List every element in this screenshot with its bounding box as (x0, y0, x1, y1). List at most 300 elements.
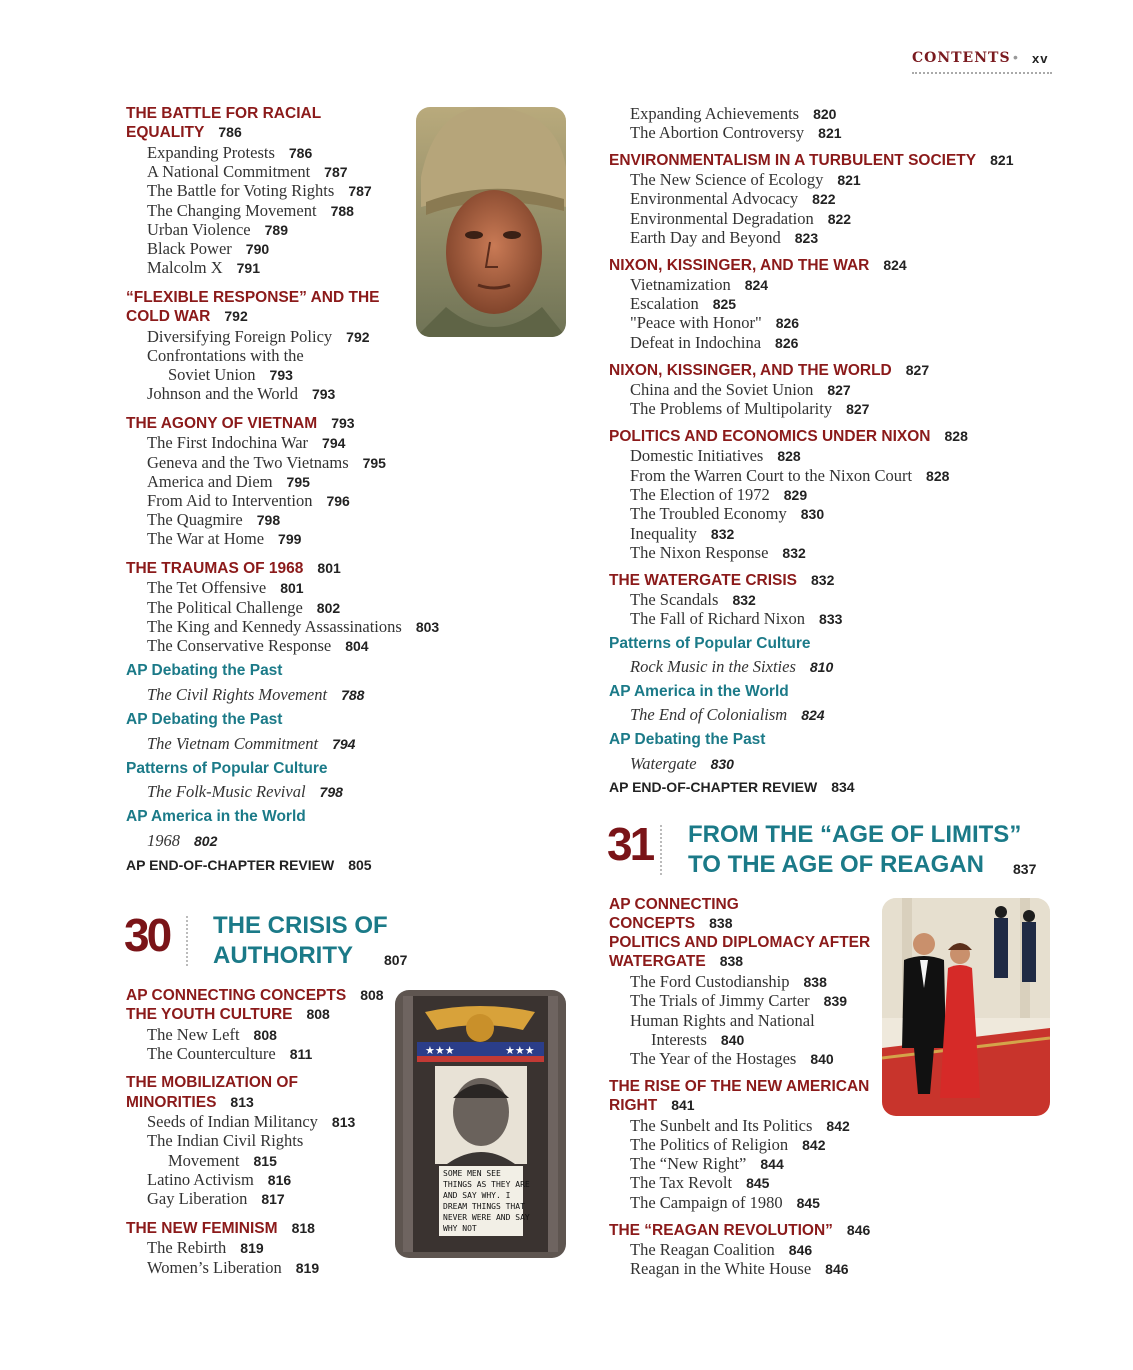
page-ref: 802 (194, 833, 218, 849)
page-ref: 822 (827, 211, 852, 227)
toc-item[interactable] (147, 1112, 355, 1132)
entry-text: Seeds of Indian Militancy (147, 1112, 318, 1131)
page-ref: 845 (796, 1195, 820, 1211)
toc-item[interactable] (147, 1258, 319, 1278)
chapter-page: 837 (1013, 861, 1037, 877)
entry-text: Johnson and the World (147, 384, 298, 403)
entry-text: Malcolm X (147, 258, 223, 277)
page-ref: 786 (288, 145, 313, 161)
page-ref: 822 (812, 191, 836, 207)
page-ref: 844 (760, 1156, 784, 1172)
toc-item[interactable] (147, 346, 304, 365)
section-heading[interactable] (126, 307, 248, 326)
entry-text: The King and Kennedy Assassinations (147, 617, 402, 636)
entry-text: Earth Day and Beyond (630, 228, 781, 247)
entry-text: Patterns of Popular Culture (609, 635, 811, 652)
toc-item[interactable] (630, 123, 842, 143)
page-ref: 841 (671, 1097, 695, 1113)
entry-text: Inequality (630, 524, 697, 543)
section-heading[interactable] (126, 288, 379, 307)
entry-text: The First Indochina War (147, 433, 309, 452)
page-ref: 840 (720, 1032, 745, 1048)
page-ref: 793 (311, 386, 336, 402)
page-ref: 830 (800, 506, 825, 522)
poster-line: THINGS AS THEY ARE (443, 1180, 530, 1189)
entry-text: The Conservative Response (147, 636, 332, 655)
page-ref: 846 (846, 1222, 871, 1238)
feature-label[interactable] (609, 682, 789, 701)
entry-text: CONCEPTS (609, 915, 696, 932)
toc-item[interactable] (147, 617, 439, 637)
page-ref: 795 (362, 455, 386, 471)
feature-item[interactable] (147, 782, 343, 802)
entry-text: The New Left (147, 1025, 240, 1044)
page-ref: 794 (332, 736, 356, 752)
chapter-page: 807 (384, 952, 408, 968)
page-ref: 826 (775, 335, 799, 351)
toc-item[interactable] (630, 104, 836, 124)
toc-item[interactable] (630, 380, 851, 400)
entry-text: The Folk-Music Revival (147, 782, 306, 801)
toc-item[interactable] (147, 162, 348, 182)
section-heading[interactable] (609, 1077, 869, 1096)
header-rule (912, 72, 1052, 74)
toc-item[interactable] (147, 258, 260, 278)
entry-text: The War at Home (147, 529, 265, 548)
entry-text: The Troubled Economy (630, 504, 787, 523)
heading-text: EQUALITY (126, 124, 205, 141)
entry-text: America and Diem (147, 472, 273, 491)
entry-text: The Ford Custodianship (630, 972, 790, 991)
entry-text: Domestic Initiatives (630, 446, 764, 465)
section-heading[interactable] (609, 1096, 695, 1115)
toc-item[interactable] (630, 1240, 812, 1260)
toc-item[interactable] (651, 1030, 744, 1050)
page-ref: 838 (709, 915, 733, 931)
page-ref: 792 (346, 329, 370, 345)
entry-text: The Changing Movement (147, 201, 317, 220)
entry-text: AP CONNECTING CONCEPTS (126, 987, 347, 1004)
entry-text: THE WATERGATE CRISIS (609, 572, 798, 589)
chapter-review[interactable] (126, 856, 372, 875)
entry-text: THE “REAGAN REVOLUTION” (609, 1222, 833, 1239)
entry-text: ENVIRONMENTALISM IN A TURBULENT SOCIETY (609, 152, 977, 169)
toc-item[interactable] (147, 510, 280, 530)
entry-text: Gay Liberation (147, 1189, 248, 1208)
page-ref: 829 (783, 487, 808, 503)
toc-item[interactable] (147, 433, 345, 453)
entry-text: THE YOUTH CULTURE (126, 1006, 293, 1023)
feature-label[interactable] (126, 807, 306, 826)
entry-text: Interests (651, 1030, 707, 1049)
entry-text: A National Commitment (147, 162, 311, 181)
entry-text: The Campaign of 1980 (630, 1193, 783, 1212)
toc-item[interactable] (630, 504, 824, 524)
page-number: xv (1032, 51, 1049, 66)
page-ref: 825 (712, 296, 737, 312)
section-heading[interactable] (609, 952, 743, 971)
soldier-photo (416, 107, 566, 337)
page-ref: 828 (944, 428, 968, 444)
entry-text: 1968 (147, 831, 180, 850)
entry-text: NIXON, KISSINGER, AND THE WORLD (609, 362, 892, 379)
toc-item[interactable] (630, 313, 799, 333)
entry-text: The Tax Revolt (630, 1173, 733, 1192)
feature-label[interactable] (126, 759, 328, 778)
entry-text: Women’s Liberation (147, 1258, 282, 1277)
toc-item[interactable] (630, 590, 756, 610)
entry-text: From the Warren Court to the Nixon Court (630, 466, 913, 485)
entry-text: Soviet Union (168, 365, 256, 384)
entry-text: The Reagan Coalition (630, 1240, 775, 1259)
entry-text: COLD WAR (126, 308, 211, 325)
feature-label[interactable] (609, 730, 765, 749)
entry-text: Latino Activism (147, 1170, 254, 1189)
toc-item[interactable] (630, 1116, 850, 1136)
page-ref: 828 (926, 468, 950, 484)
page-ref: 801 (280, 580, 304, 596)
page-ref: 794 (322, 435, 346, 451)
page-ref: 803 (415, 619, 440, 635)
entry-text: The Sunbelt and Its Politics (630, 1116, 813, 1135)
page-ref: 832 (811, 572, 835, 588)
section-heading[interactable] (609, 151, 1013, 170)
page-ref: 811 (289, 1046, 313, 1062)
entry-text: Urban Violence (147, 220, 251, 239)
toc-item[interactable] (147, 143, 312, 163)
page-ref: 793 (331, 415, 355, 431)
feature-item[interactable] (630, 657, 833, 677)
toc-item[interactable] (630, 466, 949, 486)
page-ref: 808 (306, 1006, 330, 1022)
toc-item[interactable] (147, 578, 304, 598)
toc-item[interactable] (147, 1238, 264, 1258)
page-ref: 786 (218, 124, 242, 140)
toc-item[interactable] (147, 1131, 303, 1150)
toc-item[interactable] (630, 543, 806, 563)
feature-label[interactable] (126, 661, 282, 680)
toc-item[interactable] (147, 327, 370, 347)
page-ref: 798 (319, 784, 343, 800)
page-ref: 830 (710, 756, 734, 772)
entry-text: Rock Music in the Sixties (630, 657, 796, 676)
entry-text: From Aid to Intervention (147, 491, 313, 510)
page-ref: 788 (330, 203, 354, 219)
toc-item[interactable] (630, 1193, 820, 1213)
entry-text: The Tet Offensive (147, 578, 267, 597)
entry-text: AP END-OF-CHAPTER REVIEW (609, 779, 818, 795)
page-ref: 832 (710, 526, 735, 542)
section-heading[interactable] (609, 427, 968, 446)
entry-text: The Nixon Response (630, 543, 769, 562)
feature-item[interactable] (147, 685, 364, 705)
entry-text: Diversifying Foreign Policy (147, 327, 333, 346)
toc-item[interactable] (630, 991, 847, 1011)
entry-text: POLITICS AND DIPLOMACY AFTER (609, 934, 871, 951)
page-ref: 810 (809, 659, 834, 675)
page-ref: 789 (264, 222, 288, 238)
toc-item[interactable] (147, 491, 350, 511)
page-ref: 846 (825, 1261, 849, 1277)
entry-text: Environmental Advocacy (630, 189, 799, 208)
page-ref: 813 (331, 1114, 356, 1130)
page-ref: 838 (803, 974, 827, 990)
entry-text: Defeat in Indochina (630, 333, 762, 352)
page-ref: 834 (831, 779, 855, 795)
page-ref: 787 (324, 164, 348, 180)
chapter-title[interactable]: FROM THE “AGE OF LIMITS” (688, 821, 1022, 848)
entry-text: RIGHT (609, 1097, 658, 1114)
reagan-photo (882, 898, 1050, 1116)
section-heading[interactable] (126, 104, 321, 123)
page-ref: 813 (230, 1094, 254, 1110)
poster-line: WHY NOT (443, 1224, 477, 1233)
entry-text: NIXON, KISSINGER, AND THE WAR (609, 257, 870, 274)
entry-text: The Indian Civil Rights (147, 1131, 304, 1150)
page-ref: 818 (291, 1220, 315, 1236)
entry-text: Escalation (630, 294, 699, 313)
page-ref: 817 (261, 1191, 285, 1207)
page-ref: 832 (732, 592, 756, 608)
entry-text: The End of Colonialism (630, 705, 788, 724)
entry-text: Expanding Achievements (630, 104, 800, 123)
section-heading[interactable] (126, 1005, 330, 1024)
toc-item[interactable] (630, 1259, 849, 1279)
toc-item[interactable] (147, 453, 386, 473)
section-heading[interactable] (609, 361, 929, 380)
toc-item[interactable] (147, 384, 335, 404)
toc-item[interactable] (147, 239, 269, 259)
chapter-divider (660, 825, 662, 875)
page-ref: 805 (348, 857, 372, 873)
entry-text: Movement (168, 1151, 240, 1170)
page-ref: 846 (788, 1242, 813, 1258)
toc-item[interactable] (168, 1151, 277, 1171)
page-ref: 819 (295, 1260, 320, 1276)
page-ref: 816 (267, 1172, 292, 1188)
page-ref: 821 (990, 152, 1014, 168)
page-ref: 793 (269, 367, 293, 383)
section-heading[interactable] (609, 914, 732, 933)
section-heading[interactable] (609, 1221, 870, 1240)
entry-text: "Peace with Honor" (630, 313, 762, 332)
section-heading[interactable] (609, 256, 907, 275)
entry-text: Geneva and the Two Vietnams (147, 453, 349, 472)
toc-item[interactable] (630, 170, 861, 190)
toc-item[interactable] (147, 598, 340, 618)
chapter-number: 31 (607, 818, 653, 870)
page-ref: 840 (810, 1051, 834, 1067)
toc-item[interactable] (630, 209, 851, 229)
svg-text:★★★: ★★★ (425, 1044, 455, 1057)
toc-item[interactable] (630, 275, 768, 295)
section-heading[interactable] (126, 123, 242, 142)
entry-text: The Trials of Jimmy Carter (630, 991, 810, 1010)
entry-text: The “New Right” (630, 1154, 747, 1173)
toc-item[interactable] (168, 365, 293, 385)
page-ref: 845 (746, 1175, 770, 1191)
feature-label[interactable] (126, 710, 282, 729)
feature-label[interactable] (609, 634, 811, 653)
page-ref: 808 (253, 1027, 277, 1043)
page-ref: 787 (348, 183, 372, 199)
entry-text: The Vietnam Commitment (147, 734, 319, 753)
page-ref: 833 (819, 611, 843, 627)
feature-item[interactable] (147, 734, 355, 754)
poster-line: SOME MEN SEE (443, 1169, 501, 1178)
page-ref: 804 (345, 638, 369, 654)
entry-text: The Politics of Religion (630, 1135, 789, 1154)
entry-text: AP Debating the Past (126, 662, 283, 679)
toc-item[interactable] (630, 189, 836, 209)
heading-text: THE BATTLE FOR RACIAL (126, 105, 322, 122)
page-ref: 790 (245, 241, 270, 257)
poster-line: AND SAY WHY. I (443, 1191, 511, 1200)
entry-text: THE AGONY OF VIETNAM (126, 415, 318, 432)
toc-item[interactable] (147, 1025, 277, 1045)
entry-text: The Quagmire (147, 510, 243, 529)
page-ref: 798 (256, 512, 281, 528)
entry-text: Black Power (147, 239, 232, 258)
entry-text: THE TRAUMAS OF 1968 (126, 560, 304, 577)
entry-text: Confrontations with the (147, 346, 304, 365)
page-ref: 842 (802, 1137, 826, 1153)
page-ref: 802 (316, 600, 341, 616)
toc-item[interactable] (147, 181, 372, 201)
page-ref: 820 (813, 106, 837, 122)
chapter-review[interactable] (609, 778, 855, 797)
toc-item[interactable] (630, 399, 869, 419)
entry-text: The Year of the Hostages (630, 1049, 797, 1068)
feature-item[interactable] (630, 754, 734, 774)
entry-text: THE MOBILIZATION OF (126, 1074, 298, 1091)
entry-text: AP END-OF-CHAPTER REVIEW (126, 857, 335, 873)
toc-item[interactable] (630, 228, 818, 248)
entry-text: AP America in the World (126, 808, 306, 825)
page-ref: 791 (236, 260, 260, 276)
entry-text: AP Debating the Past (609, 731, 766, 748)
entry-text: The Rebirth (147, 1238, 227, 1257)
entry-text: MINORITIES (126, 1094, 217, 1111)
page-ref: 823 (794, 230, 819, 246)
entry-text: The Counterculture (147, 1044, 276, 1063)
page-ref: 827 (827, 382, 851, 398)
page-ref: 824 (801, 707, 825, 723)
toc-item[interactable] (147, 201, 354, 221)
poster-line: DREAM THINGS THAT (443, 1202, 525, 1211)
toc-item[interactable] (147, 636, 369, 656)
section-heading[interactable] (609, 933, 870, 952)
entry-text: AP America in the World (609, 683, 789, 700)
entry-text: The Election of 1972 (630, 485, 770, 504)
entry-text: The Fall of Richard Nixon (630, 609, 806, 628)
chapter-title[interactable]: THE CRISIS OF (213, 912, 388, 939)
entry-text: THE RISE OF THE NEW AMERICAN (609, 1078, 870, 1095)
toc-item[interactable] (630, 333, 798, 353)
entry-text: Patterns of Popular Culture (126, 760, 328, 777)
page-ref: 828 (777, 448, 801, 464)
header-label: CONTENTS (912, 50, 1011, 66)
page-ref: 838 (719, 953, 744, 969)
section-heading[interactable] (126, 559, 341, 578)
running-header (912, 50, 1052, 76)
toc-item[interactable] (147, 220, 288, 240)
toc-item[interactable] (147, 1044, 312, 1064)
entry-text: The Scandals (630, 590, 719, 609)
page-ref: 795 (286, 474, 310, 490)
chapter-title[interactable]: TO THE AGE OF REAGAN (688, 851, 985, 878)
toc-item[interactable] (630, 1049, 834, 1069)
page-ref: 839 (823, 993, 848, 1009)
section-heading[interactable] (126, 1093, 254, 1112)
toc-item[interactable] (630, 972, 827, 992)
entry-text: The Civil Rights Movement (147, 685, 328, 704)
section-heading[interactable] (126, 986, 384, 1005)
page-ref: 827 (846, 401, 870, 417)
section-heading[interactable] (609, 895, 739, 914)
page-ref: 801 (317, 560, 341, 576)
toc-item[interactable] (630, 1154, 784, 1174)
section-heading[interactable] (126, 414, 355, 433)
toc-item[interactable] (630, 1135, 825, 1155)
entry-text: “FLEXIBLE RESPONSE” AND THE (126, 289, 380, 306)
header-bullet: • (1013, 49, 1019, 65)
page-ref: 842 (826, 1118, 850, 1134)
chapter-divider (186, 916, 188, 966)
entry-text: Environmental Degradation (630, 209, 814, 228)
entry-text: The Abortion Controversy (630, 123, 805, 142)
section-heading[interactable] (126, 1073, 298, 1092)
toc-item[interactable] (630, 524, 734, 544)
toc-item[interactable] (630, 485, 807, 505)
page-ref: 824 (744, 277, 769, 293)
section-heading[interactable] (609, 571, 834, 590)
toc-item[interactable] (147, 472, 310, 492)
toc-item[interactable] (147, 1170, 291, 1190)
page-ref: 815 (253, 1153, 277, 1169)
page-ref: 788 (341, 687, 365, 703)
page-ref: 826 (775, 315, 800, 331)
entry-text: Vietnamization (630, 275, 731, 294)
toc-item[interactable] (630, 1173, 769, 1193)
toc-item[interactable] (630, 446, 801, 466)
poster-photo (395, 990, 566, 1258)
toc-item[interactable] (630, 609, 842, 629)
feature-item[interactable] (630, 705, 825, 725)
page-ref: 824 (883, 257, 907, 273)
page-ref: 827 (905, 362, 930, 378)
entry-text: AP Debating the Past (126, 711, 283, 728)
page-ref: 819 (240, 1240, 264, 1256)
chapter-title[interactable]: AUTHORITY (213, 942, 353, 969)
toc-item[interactable] (630, 294, 736, 314)
toc-item[interactable] (630, 1011, 815, 1030)
entry-text: The Battle for Voting Rights (147, 181, 335, 200)
entry-text: Reagan in the White House (630, 1259, 812, 1278)
section-heading[interactable] (126, 1219, 315, 1238)
toc-item[interactable] (147, 1189, 285, 1209)
entry-text: Human Rights and National (630, 1011, 815, 1030)
entry-text: THE NEW FEMINISM (126, 1220, 278, 1237)
page-ref: 821 (837, 172, 861, 188)
entry-text: The Problems of Multipolarity (630, 399, 833, 418)
page-ref: 792 (224, 308, 248, 324)
entry-text: The Political Challenge (147, 598, 303, 617)
poster-line: NEVER WERE AND SAY (443, 1213, 530, 1222)
chapter-number: 30 (124, 909, 170, 961)
toc-item[interactable] (147, 529, 301, 549)
feature-item[interactable] (147, 831, 217, 851)
